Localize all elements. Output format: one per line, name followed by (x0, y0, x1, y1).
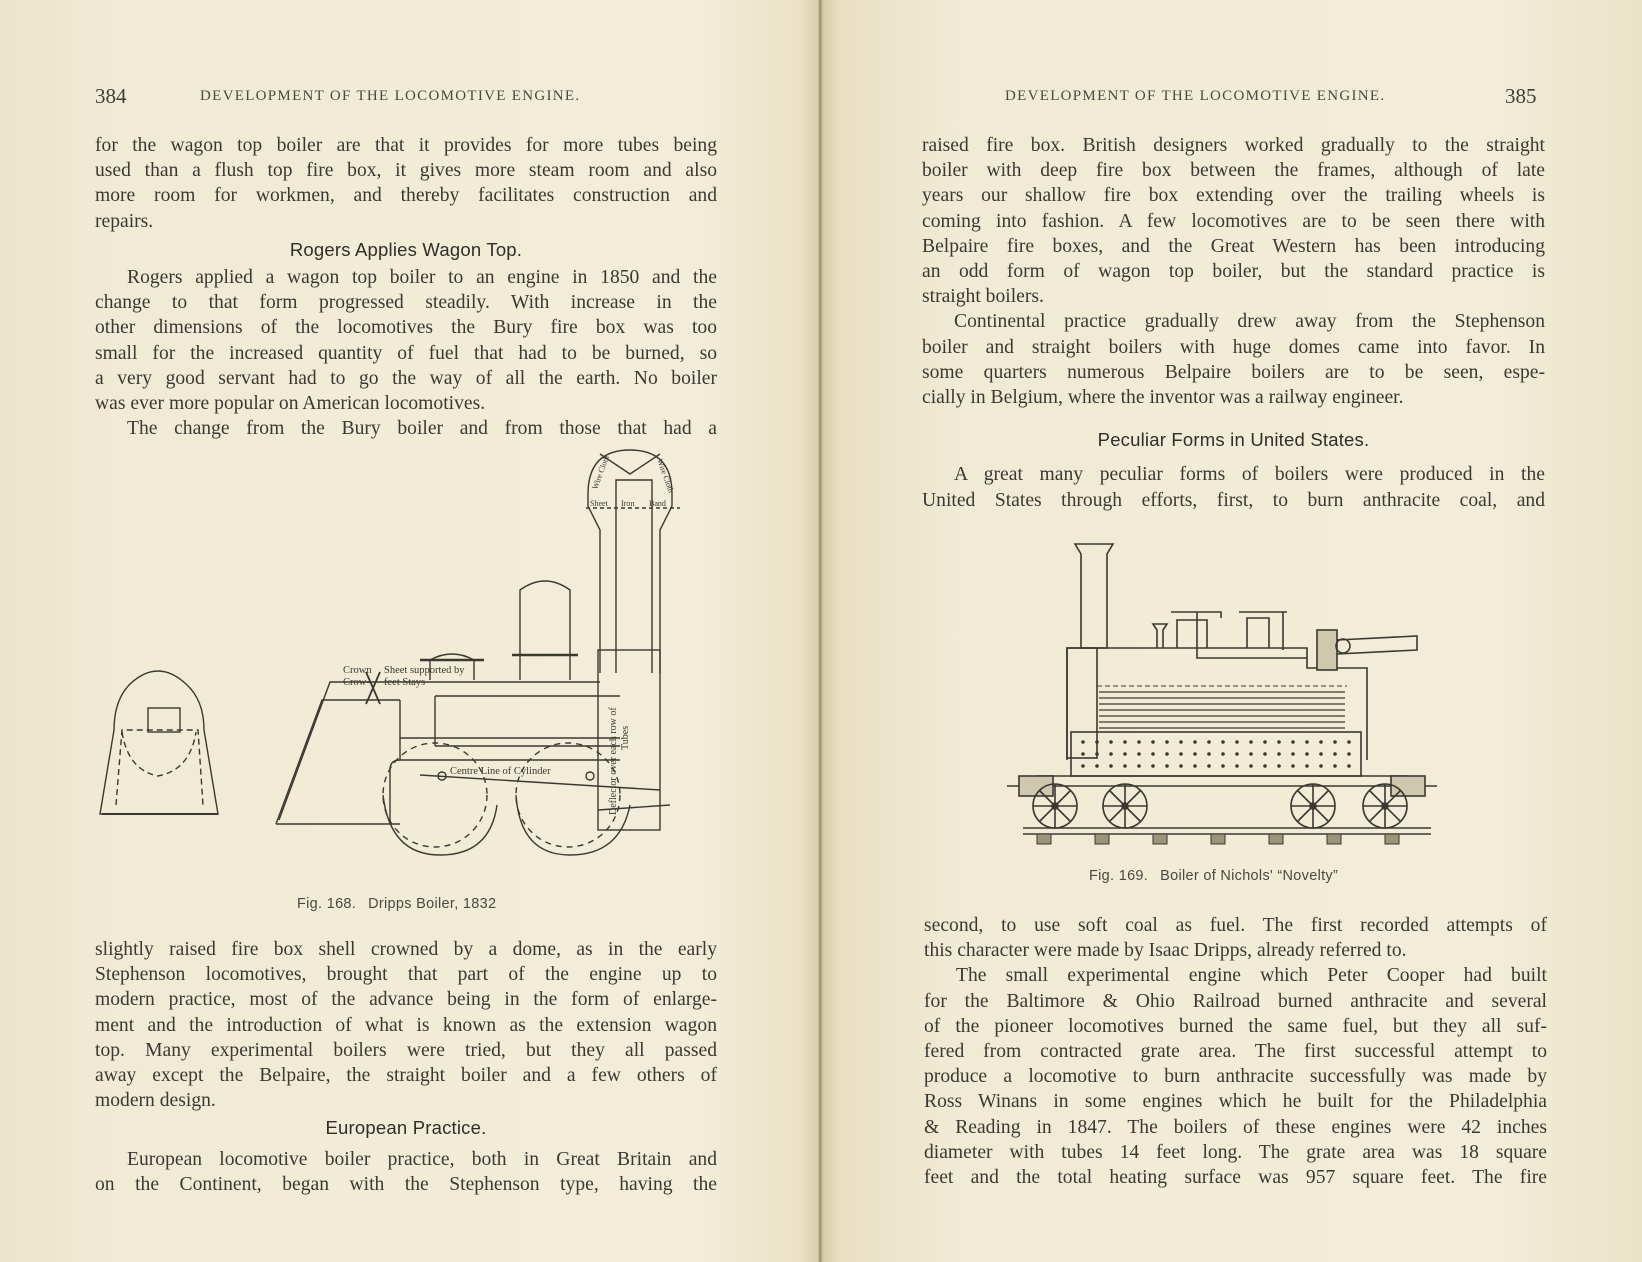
left-page (0, 0, 820, 1262)
running-head: DEVELOPMENT OF THE LOCOMOTIVE ENGINE. (200, 88, 581, 104)
svg-text:Crown: Crown (343, 665, 372, 676)
svg-text:Band: Band (649, 499, 666, 508)
paragraph: Continental practice gradually drew away from the Stephenson boiler and straight boilers with huge domes came into favor. In some quarters numerous Belpaire boilers are to be seen, espe- cially in Belgium, where the inventor was a railway engineer. (922, 311, 1545, 409)
paragraph: raised fire box. British designers worked gradually to the straight boiler with deep fire box between the frames, although of late years our shallow fire box extending over the trailing wheels is coming into fashion. A few locomotives are to be seen there with Belpaire fire boxes, and the Great Western has been introducing an odd form of wagon top boiler, but the standard practice is straight boilers. (922, 135, 1545, 308)
figure-caption (1089, 868, 1338, 884)
svg-text:Sheet: Sheet (590, 499, 608, 508)
svg-text:Wire Cloth: Wire Cloth (655, 457, 676, 494)
text-block-top (95, 133, 717, 441)
paragraph: Rogers applied a wagon top boiler to an engine in 1850 and the change to that form progressed steadily. With increase in the other dimensions of the locomotives the Bury fire box was too small for the increased quantity of fuel that had to be burned, so a very good servant had to go the way of all the earth. No boiler was ever more popular on American locomotives. The change from the Bury boiler and from those that had a (95, 267, 717, 440)
figure-number: Fig. 168. (297, 896, 357, 912)
svg-text:Crow-: Crow- (343, 677, 370, 688)
paragraph: second, to use soft coal as fuel. The first recorded attempts of this character were made by Isaac Dripps, already referred to. (924, 915, 1547, 962)
paragraph: slightly raised fire box shell crowned by a dome, as in the early Stephenson locomotives, brought that part of the engine up to modern practice, most of the advance being in the form of enlarge- ment and the introduction of what is known as the extension wagon top. Many experimental boilers were tried, but they all passed away except the Belpaire, the straight boiler and a few others of modern design. (95, 939, 717, 1112)
page-number: 385 (1505, 84, 1537, 108)
nichols-novelty-illustration (1007, 540, 1457, 850)
paragraph: for the wagon top boiler are that it provides for more tubes being used than a flush top fire box, it gives more steam room and also more room for workmen, and thereby facilitates construction and repairs. (95, 135, 717, 232)
boiler-side-view (276, 450, 680, 855)
figure-caption (297, 896, 496, 912)
boiler-end-view (100, 671, 218, 814)
svg-text:Centre Line of Cylinder: Centre Line of Cylinder (450, 766, 551, 777)
figure-title: Boiler of Nichols' “Novelty” (1160, 868, 1339, 884)
text-block-top (922, 133, 1545, 513)
svg-text:Sheet supported by: Sheet supported by (384, 665, 465, 676)
right-page (822, 0, 1642, 1262)
running-head: DEVELOPMENT OF THE LOCOMOTIVE ENGINE. (1005, 88, 1386, 104)
paragraph: The small experimental engine which Peter Cooper had built for the Baltimore & Ohio Railroad burned anthracite and several of the pioneer locomotives burned the same fuel, but they all suf- fered from contracted grate area. The first successful attempt to produce a locomotive to burn anthracite successfully was made by Ross Winans in some engines which he built for the Philadelphia & Reading in 1847. The boilers of these engines were 42 inches diameter with tubes 14 feet long. The grate area was 18 square feet and the total heating surface was 957 square feet. The fire (924, 965, 1547, 1189)
text-block-bottom (95, 937, 717, 1197)
figure-number: Fig. 169. (1089, 868, 1149, 884)
svg-text:Wire Cloth: Wire Cloth (590, 454, 612, 491)
staybolt-row (1081, 740, 1351, 768)
figure-title: Dripps Boiler, 1832 (368, 896, 497, 912)
dripps-boiler-illustration (100, 454, 710, 880)
section-heading: Rogers Applies Wagon Top. (289, 238, 523, 260)
svg-text:Deflector over each row of: Deflector over each row of (608, 707, 619, 815)
section-heading: European Practice. (325, 1117, 487, 1139)
section-heading: Peculiar Forms in United States. (1097, 429, 1370, 451)
svg-text:feet Stays: feet Stays (384, 677, 426, 688)
svg-text:Tubes: Tubes (620, 725, 631, 750)
page-number: 384 (95, 84, 127, 108)
figure-labels (343, 454, 676, 815)
paragraph: European locomotive boiler practice, both in Great Britain and on the Continent, began with the Stephenson type, having the (95, 1148, 717, 1195)
text-block-bottom (924, 913, 1547, 1190)
wheels (1033, 784, 1407, 828)
svg-text:Iron: Iron (621, 499, 635, 508)
paragraph: A great many peculiar forms of boilers were produced in the United States through efforts, first, to burn anthracite coal, and (922, 464, 1545, 511)
